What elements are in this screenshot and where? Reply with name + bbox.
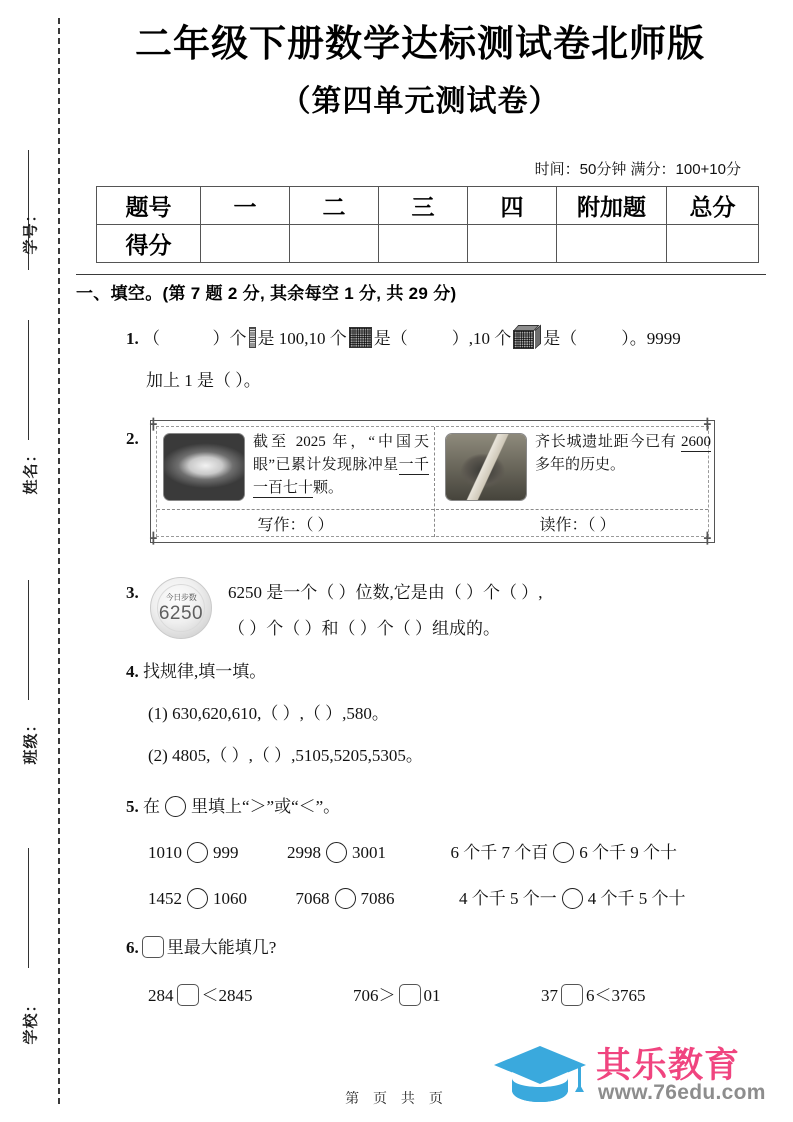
page-footer: 第 页 共 页 [345, 1090, 448, 1106]
q5-r1-b: 999 [213, 843, 239, 862]
question-number: 4. [126, 662, 139, 681]
q2-right-underlined-number: 2600 [681, 434, 711, 450]
base-ten-cube-icon [513, 325, 541, 349]
corner-ornament-icon: ╋ [704, 418, 711, 431]
score-cell-4[interactable] [468, 225, 557, 263]
question-2-number [126, 424, 139, 454]
q6-items [148, 981, 771, 1011]
base-ten-flat-icon [349, 327, 372, 348]
score-cell-total[interactable] [667, 225, 759, 263]
brand-name: 其乐教育 [596, 1046, 741, 1085]
photo-fast-telescope [163, 433, 245, 501]
q5-row-2 [148, 884, 771, 914]
title-block [70, 22, 770, 120]
q5-r1-f: 6 个千 9 个十 [579, 843, 677, 862]
corner-ornament-icon: ╋ [150, 418, 157, 431]
base-ten-rod-icon [249, 327, 256, 348]
score-table-header-4: 四 [468, 187, 557, 225]
margin-label-student-id: 学号： [22, 206, 40, 255]
q5-row-1 [148, 838, 771, 868]
margin-rule [28, 848, 29, 968]
question-3-number [126, 578, 139, 608]
q6-item3-post: 6＜3765 [586, 986, 646, 1005]
table-row [97, 187, 759, 225]
q6-item2-post: 01 [423, 986, 441, 1005]
q5-r2-a: 1452 [148, 889, 182, 908]
comparison-circle-input[interactable] [562, 888, 583, 909]
score-table-header-1: 一 [201, 187, 290, 225]
q1-part-e: ）,10 个 [451, 329, 512, 348]
score-table-header-total: 总分 [667, 187, 759, 225]
q2-right-answer-blank[interactable]: 读作：（ ） [539, 517, 616, 534]
q2-left-text: 截至 2025 年，“中国天眼”已累计发现脉冲星一千一百七十颗。 [253, 434, 429, 496]
question-number: 5. [126, 797, 139, 816]
q5-prompt-a: 在 [143, 797, 160, 816]
q3-line1: 6250 是一个（ ）位数,它是由（ ）个（ ）, [228, 583, 543, 602]
q5-r1-a: 1010 [148, 843, 182, 862]
score-cell-2[interactable] [290, 225, 379, 263]
margin-label-school: 学校： [22, 996, 40, 1045]
brand-url: www.76edu.com [598, 1081, 766, 1104]
section-fill-in-blanks [76, 274, 766, 304]
q5-r2-b: 1060 [213, 889, 247, 908]
fill-box-input[interactable] [177, 984, 199, 1006]
score-table-header-bonus: 附加题 [557, 187, 667, 225]
question-5 [126, 792, 771, 914]
margin-rule [28, 320, 29, 440]
comparison-circle-input[interactable] [553, 842, 574, 863]
q5-r1-c: 2998 [287, 843, 321, 862]
score-cell-3[interactable] [379, 225, 468, 263]
q5-r1-d: 3001 [352, 843, 386, 862]
section-heading: 一、填空。(第 7 题 2 分, 其余每空 1 分, 共 29 分) [76, 284, 457, 303]
table-row [97, 225, 759, 263]
margin-label-name: 姓名： [22, 446, 40, 495]
q1-part-b: ）个 [212, 329, 247, 348]
page-title: 二年级下册数学达标测试卷北师版 [135, 23, 705, 64]
q6-prompt: 里最大能填几? [166, 938, 277, 957]
photo-qi-great-wall [445, 433, 527, 501]
question-2-box [150, 420, 715, 543]
question-1 [126, 324, 766, 396]
comparison-circle-input[interactable] [187, 842, 208, 863]
corner-ornament-icon: ╋ [704, 532, 711, 545]
question-number: 1. [126, 329, 139, 348]
question-6 [126, 933, 771, 1011]
comparison-circle-input[interactable] [335, 888, 356, 909]
q2-left-answer-blank[interactable]: 写作：（ ） [257, 517, 334, 534]
q6-item1-post: ＜2845 [201, 986, 253, 1005]
exam-meta: 时间：50分钟 满分：100+10分 [534, 161, 741, 178]
q5-prompt-b: 里填上“＞”或“＜”。 [191, 797, 341, 816]
corner-ornament-icon: ╋ [150, 532, 157, 545]
q6-item2-pre: 706＞ [353, 986, 396, 1005]
score-table-header-3: 三 [379, 187, 468, 225]
q2-right-text: 齐长城遗址距今已有 2600 多年的历史。 [535, 434, 711, 473]
question-4 [126, 657, 766, 771]
q4-line1[interactable]: (1) 630,620,610,（ ）,（ ）,580。 [148, 704, 389, 723]
q4-prompt: 找规律,填一填。 [143, 662, 267, 681]
fill-box-icon [142, 936, 164, 958]
score-cell-bonus[interactable] [557, 225, 667, 263]
q3-line2: （ ）个（ ）和（ ）个（ ）组成的。 [228, 619, 500, 638]
comparison-circle-input[interactable] [326, 842, 347, 863]
question-3-text [228, 578, 768, 644]
score-table [96, 186, 759, 263]
q6-item3-pre: 37 [541, 986, 558, 1005]
q5-r2-e: 4 个千 5 个一 [459, 889, 557, 908]
page-subtitle: （第四单元测试卷） [280, 84, 560, 118]
question-number: 2. [126, 429, 139, 448]
margin-rule [28, 580, 29, 700]
q2-panel-left [153, 427, 434, 537]
q4-line2[interactable]: (2) 4805,（ ）,（ ）,5105,5205,5305。 [148, 746, 423, 765]
q1-part-c: 是 100,10 个 [257, 329, 347, 348]
score-table-header-2: 二 [290, 187, 379, 225]
page-cut-line [58, 18, 60, 1104]
q6-item1-pre: 284 [148, 986, 174, 1005]
comparison-circle-input[interactable] [187, 888, 208, 909]
q1-part-g: ）。9999 [621, 329, 681, 348]
q1-part-d: 是（ [373, 329, 408, 348]
q5-r2-d: 7086 [360, 889, 395, 908]
q1-part-a: （ [143, 329, 160, 348]
fill-box-input[interactable] [399, 984, 421, 1006]
q5-r2-c: 7068 [295, 889, 330, 908]
margin-label-class: 班级： [22, 716, 40, 765]
comparison-circle-icon [165, 796, 186, 817]
question-number: 6. [126, 938, 139, 957]
q2-left-underlined-number: 一千一百七十 [253, 457, 429, 496]
step-counter-badge-icon [150, 577, 212, 639]
q5-r2-f: 4 个千 5 个十 [587, 889, 686, 908]
step-badge-value: 6250 [158, 603, 204, 624]
score-cell-1[interactable] [201, 225, 290, 263]
step-badge-label: 今日步数 [165, 593, 197, 602]
q5-r1-e: 6 个千 7 个百 [450, 843, 549, 862]
q2-panel-right [434, 427, 715, 537]
question-number: 3. [126, 583, 139, 602]
score-table-row-label: 得分 [97, 225, 201, 263]
q1-line2: 加上 1 是（ ）。 [146, 371, 261, 390]
q1-part-f: 是（ [543, 329, 578, 348]
score-table-row-label: 题号 [97, 187, 201, 225]
fill-box-input[interactable] [561, 984, 583, 1006]
